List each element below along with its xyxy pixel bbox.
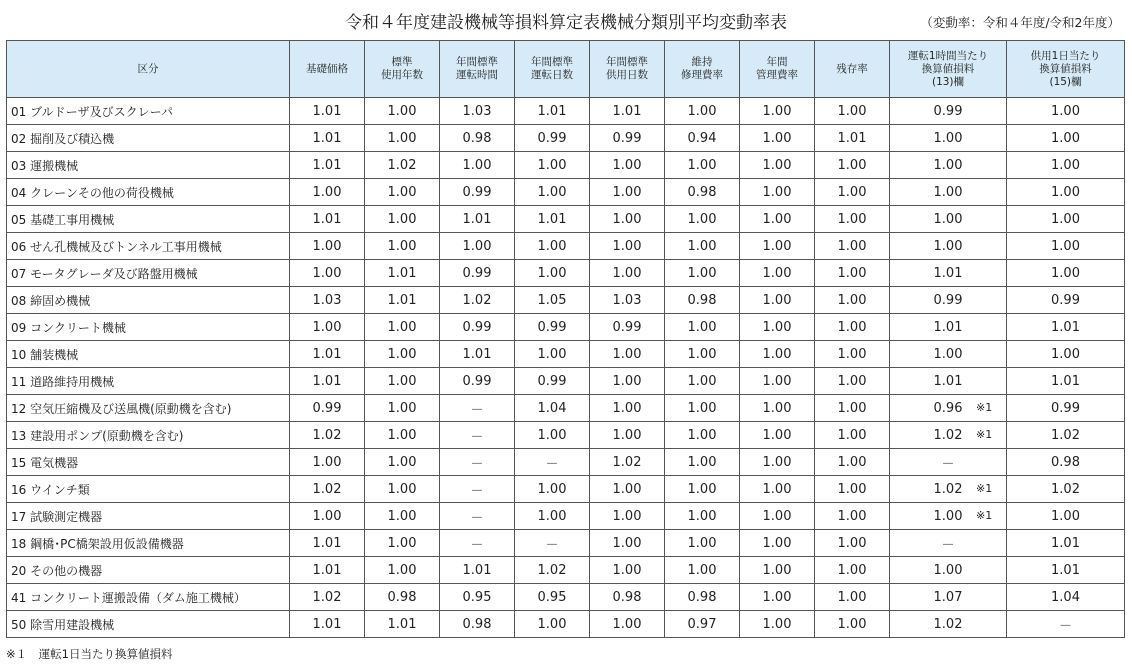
value-cell: 1.04 xyxy=(515,395,590,422)
column-header: 標準 使用年数 xyxy=(365,41,440,98)
value-cell: 1.00 xyxy=(365,449,440,476)
value-cell: 1.00 xyxy=(665,557,740,584)
value-text: － xyxy=(941,456,955,472)
value-cell: 1.00 xyxy=(665,233,740,260)
category-cell: 06 せん孔機械及びトンネル工事用機械 xyxy=(7,233,290,260)
value-cell: 1.00 xyxy=(365,179,440,206)
value-cell: 1.00 xyxy=(740,206,815,233)
value-cell: 1.00 xyxy=(665,422,740,449)
value-cell: 1.00 xyxy=(590,530,665,557)
category-cell: 16 ウインチ類 xyxy=(7,476,290,503)
table-header-row xyxy=(7,41,1125,98)
value-cell: 1.00 xyxy=(1007,152,1125,179)
value-cell xyxy=(890,314,1007,341)
value-cell: 1.01 xyxy=(290,206,365,233)
value-cell: 1.00 xyxy=(740,476,815,503)
value-cell: 1.00 xyxy=(815,530,890,557)
value-cell: 1.03 xyxy=(590,287,665,314)
value-cell: 1.00 xyxy=(815,395,890,422)
value-cell: 1.00 xyxy=(665,503,740,530)
value-cell: 1.00 xyxy=(740,287,815,314)
value-cell: 1.01 xyxy=(815,125,890,152)
column-header: 残存率 xyxy=(815,41,890,98)
value-cell: 1.00 xyxy=(815,503,890,530)
value-cell: 1.00 xyxy=(740,584,815,611)
value-cell: － xyxy=(515,530,590,557)
table-row xyxy=(7,125,1125,152)
category-cell: 02 掘削及び積込機 xyxy=(7,125,290,152)
value-cell: 1.00 xyxy=(515,260,590,287)
value-cell xyxy=(890,125,1007,152)
category-cell: 41 コンクリート運搬設備（ダム施工機械） xyxy=(7,584,290,611)
value-text: 1.00 xyxy=(933,238,963,254)
value-cell: 1.02 xyxy=(440,287,515,314)
value-cell: 1.00 xyxy=(290,233,365,260)
value-cell: 1.00 xyxy=(815,314,890,341)
value-cell xyxy=(890,368,1007,395)
value-cell xyxy=(890,179,1007,206)
value-text: 1.07 xyxy=(933,589,963,605)
value-cell: 1.00 xyxy=(365,503,440,530)
value-cell: 1.02 xyxy=(515,557,590,584)
value-cell: 0.99 xyxy=(1007,287,1125,314)
value-cell: 0.99 xyxy=(290,395,365,422)
table-row xyxy=(7,611,1125,638)
value-cell: 1.00 xyxy=(665,206,740,233)
value-cell: 1.00 xyxy=(1007,260,1125,287)
value-cell: 1.00 xyxy=(365,341,440,368)
value-cell: 1.00 xyxy=(815,368,890,395)
value-cell: 1.00 xyxy=(1007,125,1125,152)
value-cell: 1.00 xyxy=(1007,179,1125,206)
value-text: 0.99 xyxy=(933,103,963,119)
footnote-mark: ※1 xyxy=(976,428,993,441)
value-cell: 1.03 xyxy=(290,287,365,314)
value-cell: 1.00 xyxy=(590,422,665,449)
value-cell: 1.00 xyxy=(365,233,440,260)
value-cell: 1.00 xyxy=(740,341,815,368)
value-cell: 1.00 xyxy=(740,611,815,638)
value-cell: 0.99 xyxy=(515,368,590,395)
value-cell: 0.98 xyxy=(590,584,665,611)
value-cell xyxy=(890,503,1007,530)
value-cell: 0.98 xyxy=(440,611,515,638)
category-cell: 18 鋼橋･PC橋架設用仮設備機器 xyxy=(7,530,290,557)
value-cell: 1.00 xyxy=(590,260,665,287)
value-cell: 0.95 xyxy=(515,584,590,611)
value-cell: － xyxy=(440,476,515,503)
value-cell: 1.00 xyxy=(815,341,890,368)
value-cell: 1.00 xyxy=(815,152,890,179)
value-cell: 1.00 xyxy=(590,503,665,530)
value-cell: 1.00 xyxy=(740,152,815,179)
table-row xyxy=(7,314,1125,341)
category-cell: 03 運搬機械 xyxy=(7,152,290,179)
category-cell: 04 クレーンその他の荷役機械 xyxy=(7,179,290,206)
table-row xyxy=(7,260,1125,287)
value-cell: 1.01 xyxy=(290,341,365,368)
value-text: 1.01 xyxy=(933,319,963,335)
value-cell: 1.00 xyxy=(365,125,440,152)
value-cell: 1.00 xyxy=(590,476,665,503)
value-cell: 1.00 xyxy=(290,449,365,476)
value-cell: 1.02 xyxy=(1007,422,1125,449)
table-row xyxy=(7,557,1125,584)
value-text: 1.00 xyxy=(933,130,963,146)
value-text: － xyxy=(941,537,955,553)
value-cell: 1.01 xyxy=(365,260,440,287)
value-cell: 1.00 xyxy=(665,395,740,422)
value-cell: 1.00 xyxy=(815,260,890,287)
value-cell: 1.00 xyxy=(740,449,815,476)
footnote: ※１ 運転1日当たり換算値損料 xyxy=(6,647,173,661)
value-text: 1.00 xyxy=(933,562,963,578)
value-cell xyxy=(890,260,1007,287)
value-cell xyxy=(890,530,1007,557)
value-cell: 0.98 xyxy=(665,287,740,314)
value-cell: 1.00 xyxy=(590,557,665,584)
value-cell: 1.00 xyxy=(740,395,815,422)
page-subtitle: （変動率：令和４年度/令和2年度） xyxy=(920,15,1120,30)
table-row xyxy=(7,584,1125,611)
value-cell: 1.00 xyxy=(740,422,815,449)
value-cell: 0.98 xyxy=(365,584,440,611)
column-header: 年間標準 運転日数 xyxy=(515,41,590,98)
value-cell: 1.00 xyxy=(740,530,815,557)
value-cell: 1.00 xyxy=(365,206,440,233)
value-text: 0.99 xyxy=(933,292,963,308)
value-cell: 1.00 xyxy=(365,98,440,125)
value-cell xyxy=(890,449,1007,476)
value-cell: 1.00 xyxy=(1007,341,1125,368)
value-cell: 1.00 xyxy=(290,260,365,287)
value-cell: 1.00 xyxy=(440,233,515,260)
value-cell: 1.00 xyxy=(515,476,590,503)
value-cell xyxy=(890,287,1007,314)
value-cell: 1.00 xyxy=(290,503,365,530)
value-cell: 1.00 xyxy=(665,368,740,395)
value-cell xyxy=(890,422,1007,449)
value-cell: 1.00 xyxy=(815,233,890,260)
value-cell: 1.00 xyxy=(590,152,665,179)
table-row xyxy=(7,98,1125,125)
value-cell: 1.00 xyxy=(290,179,365,206)
value-cell: 1.00 xyxy=(1007,503,1125,530)
value-text: 1.01 xyxy=(933,265,963,281)
value-cell: 1.00 xyxy=(590,341,665,368)
value-cell: 1.00 xyxy=(815,584,890,611)
column-header: 維持 修理費率 xyxy=(665,41,740,98)
value-cell xyxy=(890,557,1007,584)
table-row xyxy=(7,503,1125,530)
category-cell: 15 電気機器 xyxy=(7,449,290,476)
value-cell xyxy=(890,611,1007,638)
value-cell: 1.00 xyxy=(815,206,890,233)
category-cell: 09 コンクリート機械 xyxy=(7,314,290,341)
value-cell: 0.97 xyxy=(665,611,740,638)
value-cell: 1.00 xyxy=(365,314,440,341)
value-cell: 0.99 xyxy=(515,314,590,341)
value-cell: 1.01 xyxy=(290,530,365,557)
value-cell: 1.01 xyxy=(290,152,365,179)
value-cell: 1.00 xyxy=(740,557,815,584)
value-cell: 1.00 xyxy=(515,503,590,530)
value-cell: 0.94 xyxy=(665,125,740,152)
value-cell: 1.00 xyxy=(740,125,815,152)
value-cell: 0.99 xyxy=(440,260,515,287)
value-cell: 1.05 xyxy=(515,287,590,314)
value-cell: 1.01 xyxy=(515,206,590,233)
value-cell: 1.02 xyxy=(590,449,665,476)
value-cell: 1.01 xyxy=(290,368,365,395)
value-cell: 1.00 xyxy=(515,152,590,179)
value-text: 1.02 xyxy=(933,616,963,632)
value-cell: 1.00 xyxy=(365,530,440,557)
value-cell: 1.00 xyxy=(815,611,890,638)
category-cell: 20 その他の機器 xyxy=(7,557,290,584)
value-cell: 1.00 xyxy=(740,179,815,206)
value-cell: 0.99 xyxy=(1007,395,1125,422)
value-cell: 1.01 xyxy=(440,557,515,584)
category-cell: 50 除雪用建設機械 xyxy=(7,611,290,638)
value-text: 1.01 xyxy=(933,373,963,389)
value-cell: 1.01 xyxy=(590,98,665,125)
value-cell: 0.98 xyxy=(1007,449,1125,476)
value-cell: 1.00 xyxy=(665,152,740,179)
value-cell: 1.00 xyxy=(740,503,815,530)
value-cell: 1.01 xyxy=(1007,557,1125,584)
column-header: 年間 管理費率 xyxy=(740,41,815,98)
value-cell: 1.00 xyxy=(815,449,890,476)
value-cell: 1.01 xyxy=(515,98,590,125)
value-text: 1.02 xyxy=(933,427,963,443)
value-cell: 1.00 xyxy=(290,314,365,341)
table-row xyxy=(7,341,1125,368)
value-cell: 1.04 xyxy=(1007,584,1125,611)
value-cell: 1.00 xyxy=(665,530,740,557)
value-cell: 1.00 xyxy=(365,422,440,449)
table-row xyxy=(7,449,1125,476)
table-row xyxy=(7,179,1125,206)
value-cell: 1.00 xyxy=(515,341,590,368)
value-cell: 1.00 xyxy=(665,260,740,287)
value-cell: 1.00 xyxy=(815,287,890,314)
table-row xyxy=(7,422,1125,449)
rate-table xyxy=(6,40,1125,638)
value-cell xyxy=(890,206,1007,233)
value-cell: 1.00 xyxy=(515,422,590,449)
value-text: 1.00 xyxy=(933,184,963,200)
value-cell xyxy=(890,395,1007,422)
value-cell: 1.00 xyxy=(590,233,665,260)
value-cell xyxy=(890,584,1007,611)
value-cell: 1.00 xyxy=(740,98,815,125)
column-header: 年間標準 供用日数 xyxy=(590,41,665,98)
value-cell: － xyxy=(440,449,515,476)
value-cell: 0.99 xyxy=(440,314,515,341)
value-cell: 1.02 xyxy=(290,584,365,611)
value-cell: 1.00 xyxy=(740,260,815,287)
value-cell: 1.00 xyxy=(365,557,440,584)
value-cell: 0.99 xyxy=(515,125,590,152)
table-row xyxy=(7,206,1125,233)
value-cell: 1.01 xyxy=(440,206,515,233)
value-cell xyxy=(890,341,1007,368)
value-text: 1.00 xyxy=(933,346,963,362)
value-text: 1.02 xyxy=(933,481,963,497)
value-cell xyxy=(890,98,1007,125)
value-cell: 1.01 xyxy=(1007,368,1125,395)
value-cell: 0.99 xyxy=(590,125,665,152)
value-cell: 1.00 xyxy=(740,233,815,260)
footnote-mark: ※1 xyxy=(976,509,993,522)
value-cell: 1.00 xyxy=(815,179,890,206)
value-cell: 1.02 xyxy=(1007,476,1125,503)
value-cell: 0.99 xyxy=(590,314,665,341)
category-cell: 13 建設用ポンプ(原動機を含む) xyxy=(7,422,290,449)
table-row xyxy=(7,287,1125,314)
value-text: 0.96 xyxy=(933,400,963,416)
category-cell: 11 道路維持用機械 xyxy=(7,368,290,395)
value-cell: 1.00 xyxy=(665,314,740,341)
value-cell: 0.95 xyxy=(440,584,515,611)
value-cell: 1.00 xyxy=(740,368,815,395)
value-text: 1.00 xyxy=(933,157,963,173)
value-cell: 1.00 xyxy=(515,233,590,260)
column-header: 区分 xyxy=(7,41,290,98)
category-cell: 10 舗装機械 xyxy=(7,341,290,368)
value-cell: 1.00 xyxy=(740,314,815,341)
value-cell: 1.00 xyxy=(515,611,590,638)
value-cell: 1.00 xyxy=(815,98,890,125)
value-cell: － xyxy=(440,530,515,557)
value-cell: 1.01 xyxy=(290,611,365,638)
category-cell: 12 空気圧縮機及び送風機(原動機を含む) xyxy=(7,395,290,422)
table-row xyxy=(7,368,1125,395)
value-cell xyxy=(890,233,1007,260)
column-header: 基礎価格 xyxy=(290,41,365,98)
value-cell: 1.02 xyxy=(290,476,365,503)
table-row xyxy=(7,530,1125,557)
value-cell: 1.00 xyxy=(440,152,515,179)
value-cell: 1.03 xyxy=(440,98,515,125)
value-cell: 1.01 xyxy=(290,557,365,584)
value-cell: 1.00 xyxy=(590,206,665,233)
value-cell: 1.01 xyxy=(365,611,440,638)
value-cell: 1.00 xyxy=(1007,233,1125,260)
value-cell: 1.01 xyxy=(440,341,515,368)
value-cell: － xyxy=(440,422,515,449)
value-cell: － xyxy=(440,503,515,530)
value-cell: 1.00 xyxy=(665,341,740,368)
value-cell: 1.00 xyxy=(590,368,665,395)
column-header: 運転1時間当たり 換算値損料 (13)欄 xyxy=(890,41,1007,98)
value-cell: － xyxy=(440,395,515,422)
value-cell: 1.02 xyxy=(365,152,440,179)
value-cell: 1.00 xyxy=(590,179,665,206)
value-cell: 0.99 xyxy=(440,368,515,395)
value-cell: 1.00 xyxy=(665,98,740,125)
page-title: 令和４年度建設機械等損料算定表機械分類別平均変動率表 xyxy=(345,13,787,33)
table-row xyxy=(7,395,1125,422)
column-header: 年間標準 運転時間 xyxy=(440,41,515,98)
footnote-mark: ※1 xyxy=(976,482,993,495)
value-cell xyxy=(890,152,1007,179)
value-cell: 1.01 xyxy=(1007,314,1125,341)
value-cell: 1.00 xyxy=(665,449,740,476)
value-cell: 1.00 xyxy=(1007,206,1125,233)
value-cell: － xyxy=(1007,611,1125,638)
value-cell: 1.00 xyxy=(1007,98,1125,125)
value-cell: 1.00 xyxy=(365,368,440,395)
value-cell: 1.01 xyxy=(365,287,440,314)
value-cell: 1.00 xyxy=(365,476,440,503)
category-cell: 05 基礎工事用機械 xyxy=(7,206,290,233)
value-cell: 1.01 xyxy=(1007,530,1125,557)
footnote-mark: ※1 xyxy=(976,401,993,414)
category-cell: 08 締固め機械 xyxy=(7,287,290,314)
value-text: 1.00 xyxy=(933,211,963,227)
value-cell: 1.00 xyxy=(590,611,665,638)
value-cell: 0.98 xyxy=(440,125,515,152)
value-cell: 1.00 xyxy=(590,395,665,422)
table-row xyxy=(7,233,1125,260)
value-cell: 1.01 xyxy=(290,125,365,152)
column-header: 供用1日当たり 換算値損料 (15)欄 xyxy=(1007,41,1125,98)
value-cell: 1.00 xyxy=(515,179,590,206)
table-row xyxy=(7,476,1125,503)
value-cell: 1.00 xyxy=(365,395,440,422)
value-cell: － xyxy=(515,449,590,476)
category-cell: 17 試験測定機器 xyxy=(7,503,290,530)
value-cell: 1.00 xyxy=(665,476,740,503)
value-cell: 0.99 xyxy=(440,179,515,206)
category-cell: 07 モータグレーダ及び路盤用機械 xyxy=(7,260,290,287)
value-cell: 1.00 xyxy=(815,476,890,503)
value-cell: 0.98 xyxy=(665,179,740,206)
category-cell: 01 ブルドーザ及びスクレーパ xyxy=(7,98,290,125)
value-cell xyxy=(890,476,1007,503)
value-cell: 1.00 xyxy=(815,557,890,584)
value-cell: 1.02 xyxy=(290,422,365,449)
value-cell: 1.01 xyxy=(290,98,365,125)
value-text: 1.00 xyxy=(933,508,963,524)
value-cell: 0.98 xyxy=(665,584,740,611)
table-row xyxy=(7,152,1125,179)
value-cell: 1.00 xyxy=(815,422,890,449)
